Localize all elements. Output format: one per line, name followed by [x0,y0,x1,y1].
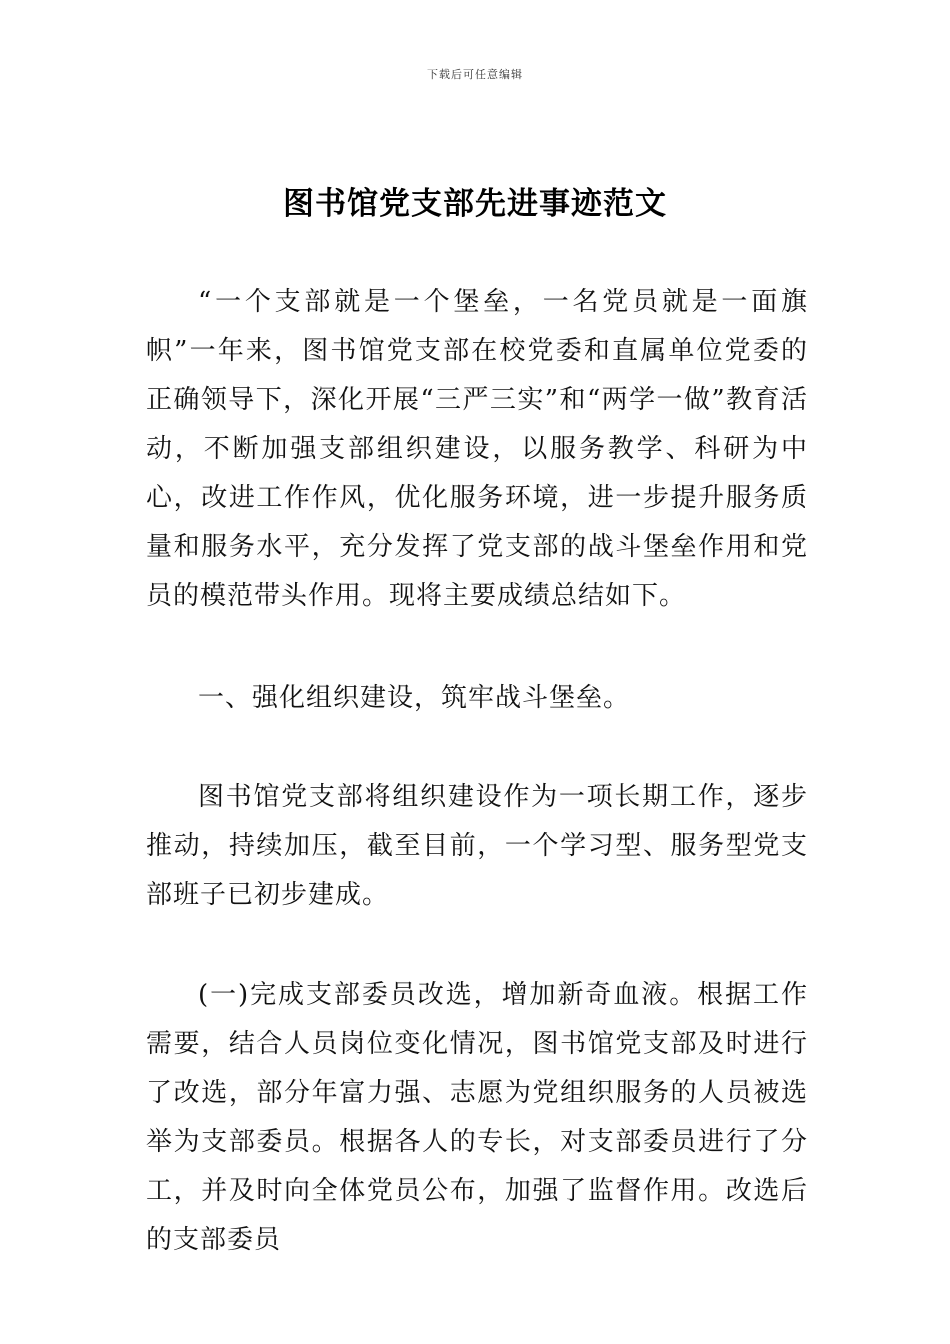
section-1-paragraph: 图书馆党支部将组织建设作为一项长期工作，逐步推动，持续加压，截至目前，一个学习型、服务型党支部班子已初步建成。 [146,782,808,910]
intro-paragraph: “一个支部就是一个堡垒，一名党员就是一面旗帜”一年来，图书馆党支部在校党委和直属单位党委的正确领导下，深化开展“三严三实”和“两学一做”教育活动，不断加强支部组织建设，以服务教学、科研为中心，改进工作作风，优化服务环境，进一步提升服务质量和服务水平，充分发挥了党支部的战斗堡垒作用和党员的模范带头作用。现将主要成绩总结如下。 [146,287,808,611]
header-note: 下载后可任意编辑 [427,68,523,81]
document-title: 图书馆党支部先进事迹范文 [283,186,667,222]
section-heading-1: 一、强化组织建设，筑牢战斗堡垒。 [198,683,631,713]
subsection-1-paragraph: (一)完成支部委员改选，增加新奇血液。根据工作需要，结合人员岗位变化情况，图书馆党支部及时进行了改选，部分年富力强、志愿为党组织服务的人员被选举为支部委员。根据各人的专长，对支部委员进行了分工，并及时向全体党员公布，加强了监督作用。改选后的支部委员 [146,980,808,1255]
